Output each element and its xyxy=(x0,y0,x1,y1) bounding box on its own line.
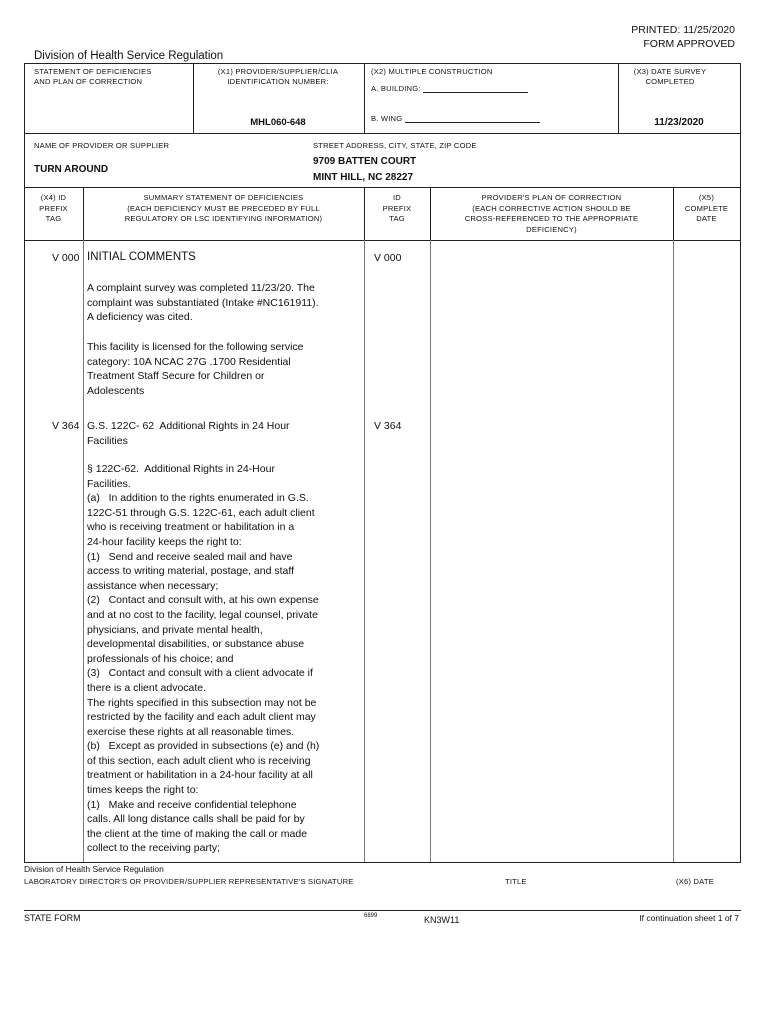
col-x5-line: (X5) xyxy=(698,193,715,202)
col-plan-header xyxy=(430,193,673,235)
x1-label-line2: IDENTIFICATION NUMBER: xyxy=(227,77,329,86)
v364-body: § 122C-62. Additional Rights in 24-Hour Facilities. (a) In addition to the rights enumerated in G.S. 122C-51 through G.S. 122C-61, each adult client who is receiving treatment or habilitation in a 24-hour facility keeps the right to: (1) Send and receive sealed mail and have access to writing material, postage, and staff assistance when necessary; (2) Contact and consult with, at his own expense and at no cost to the facility, legal counsel, private physicians, and private mental health, developmental disabilities, or substance abuse professionals of his choice; and (3) Contact and consult with a client advocate if there is a client advocate. The rights specified in this subsection may not be restricted by the facility and each adult client may exercise these rights at all reasonable times. (b) Except as provided in subsections (e) and (h) of this section, each adult client who is receiving treatment or habilitation in a 24-hour facility at all times keeps the right to: (1) Make and receive confidential telephone calls. All long distance calls shall be paid for by the client at the time of making the call or made collect to the receiving party; xyxy=(87,463,320,855)
v364-prefix-tag: V 364 xyxy=(52,420,80,432)
form-approved: FORM APPROVED xyxy=(643,38,735,50)
address-label: STREET ADDRESS, CITY, STATE, ZIP CODE xyxy=(313,141,477,150)
title-label: TITLE xyxy=(505,877,527,886)
col-x5-line: COMPLETE xyxy=(684,203,729,213)
col-plan-line: PROVIDER'S PLAN OF CORRECTION xyxy=(481,193,622,202)
event-id: KN3W11 xyxy=(424,915,460,925)
x1-label-line1: (X1) PROVIDER/SUPPLIER/CLIA xyxy=(217,67,339,76)
v000-paragraph-1: A complaint survey was completed 11/23/20. The complaint was substantiated (Intake #NC161911). A deficiency was cited. xyxy=(87,282,319,324)
statement-label-line1: STATEMENT OF DEFICIENCIES xyxy=(34,67,152,76)
col-x4-line: (X4) ID xyxy=(40,193,67,202)
v364-title: G.S. 122C- 62 Additional Rights in 24 Hour Facilities xyxy=(87,420,290,447)
signature-label: LABORATORY DIRECTOR'S OR PROVIDER/SUPPLIER REPRESENTATIVE'S SIGNATURE xyxy=(24,877,354,886)
col-summary-line: REGULATORY OR LSC IDENTIFYING INFORMATION) xyxy=(124,214,323,223)
statement-label-line2: AND PLAN OF CORRECTION xyxy=(34,77,143,86)
col-x5-line: DATE xyxy=(696,214,717,223)
address-line2: MINT HILL, NC 28227 xyxy=(313,172,414,183)
col-summary-line: (EACH DEFICIENCY MUST BE PRECEDED BY FULL xyxy=(127,203,320,213)
x3-label-line2: COMPLETED xyxy=(645,77,695,86)
v364-id-tag: V 364 xyxy=(374,420,402,432)
building-line xyxy=(423,84,528,93)
col-plan-line: DEFICIENCY) xyxy=(526,224,577,234)
x2-label: (X2) MULTIPLE CONSTRUCTION xyxy=(371,67,493,76)
col-x5-header xyxy=(673,193,740,225)
col-x4-line: TAG xyxy=(45,214,62,223)
col-id-line: PREFIX xyxy=(382,203,412,213)
footer-division: Division of Health Service Regulation xyxy=(24,864,164,874)
col-summary-header xyxy=(83,193,364,225)
col-x4-header xyxy=(24,193,83,225)
col-id-line: TAG xyxy=(389,214,405,223)
v000-id-tag: V 000 xyxy=(374,252,402,264)
address-line1: 9709 BATTEN COURT xyxy=(313,156,417,167)
division-title: Division of Health Service Regulation xyxy=(34,50,224,62)
continuation-sheet: If continuation sheet 1 of 7 xyxy=(639,913,739,923)
x1-label xyxy=(193,67,363,87)
v000-paragraph-2: This facility is licensed for the following service category: 10A NCAC 27G .1700 Residential Treatment Staff Secure for Children or Adolescents xyxy=(87,341,304,397)
provider-id-number: MHL060-648 xyxy=(250,117,306,128)
col-id-line: ID xyxy=(393,193,401,202)
provider-name: TURN AROUND xyxy=(34,164,109,175)
x3-label-line1: (X3) DATE SURVEY xyxy=(633,67,707,76)
col-plan-line: (EACH CORRECTIVE ACTION SHOULD BE xyxy=(472,203,631,213)
v000-title: INITIAL COMMENTS xyxy=(87,251,196,263)
x2-building xyxy=(371,84,528,93)
x3-label xyxy=(620,67,720,87)
printed-date: PRINTED: 11/25/2020 xyxy=(631,24,735,36)
building-label: A. BUILDING: xyxy=(371,84,421,93)
statement-label xyxy=(34,67,152,87)
col-x4-line: PREFIX xyxy=(39,203,68,213)
wing-line xyxy=(405,114,540,123)
col-id-header xyxy=(364,193,430,225)
state-form-label: STATE FORM xyxy=(24,913,81,923)
wing-label: B. WING xyxy=(371,114,403,123)
col-summary-line: SUMMARY STATEMENT OF DEFICIENCIES xyxy=(143,193,304,202)
survey-completed-date: 11/23/2020 xyxy=(654,117,704,128)
form-number: 6899 xyxy=(364,913,378,919)
col-plan-line: CROSS-REFERENCED TO THE APPROPRIATE xyxy=(464,214,639,223)
x2-wing xyxy=(371,114,540,123)
x6-date-label: (X6) DATE xyxy=(676,877,714,886)
v000-prefix-tag: V 000 xyxy=(52,252,80,264)
provider-name-label: NAME OF PROVIDER OR SUPPLIER xyxy=(34,141,170,150)
